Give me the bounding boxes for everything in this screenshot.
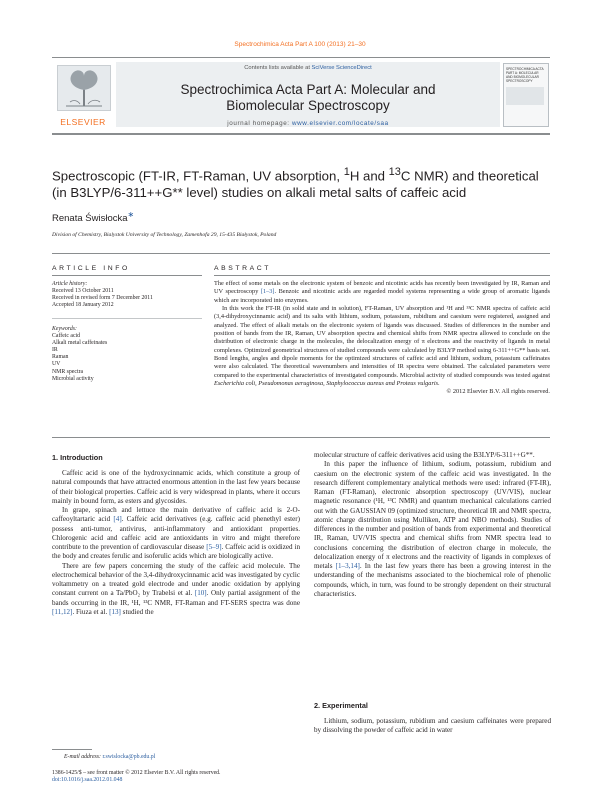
journal-title: Spectrochimica Acta Part A: Molecular and Biomolecular Spectroscopy (180, 82, 436, 113)
keyword: Caffeic acid (52, 333, 81, 340)
footnote-issn: 1386-1425/$ – see front matter © 2012 Elsevier B.V. All rights reserved. doi:10.1016/j.saa.2012.01.048 (52, 770, 221, 784)
keyword: NMR spectra (52, 368, 84, 375)
elsevier-tree-icon (57, 65, 111, 111)
citation-link[interactable]: [1–3,14] (335, 562, 360, 570)
author-name: Renata Świsłocka∗ (52, 210, 135, 225)
publisher-wordmark: ELSEVIER (60, 117, 106, 127)
cover-image (506, 87, 544, 105)
history-item: Accepted 18 January 2012 (52, 302, 114, 309)
doi-link[interactable]: doi:10.1016/j.saa.2012.01.048 (52, 777, 123, 784)
rule-above-info (52, 253, 550, 254)
citation-link[interactable]: [5–9] (206, 543, 222, 551)
header-rule-top (52, 57, 550, 58)
article-title: Spectroscopic (FT-IR, FT-Raman, UV absorption, $^1$H and $^{13}$C NMR) and theoretical (in B3LYP/6-311++G** level) studies on alkali metal salts of caffeic acid (52, 166, 539, 201)
history-item: Received 13 October 2011 (52, 288, 114, 295)
abstract-rule (214, 275, 550, 276)
keywords-list: Keywords: Caffeic acid Alkali metal caffeinates IR Raman UV NMR spectra Microbial activity (52, 326, 202, 383)
article-history: Article history: Received 13 October 2011 Received in revised form 7 December 2011 Accepted 18 January 2012 (52, 281, 202, 309)
email-link[interactable]: r.swislocka@pb.edu.pl (102, 754, 156, 760)
citation-link[interactable]: [13] (109, 607, 121, 616)
keyword: Alkali metal caffeinates (52, 340, 108, 347)
footnote-rule (52, 749, 92, 750)
body-column-right-experimental: Lithium, sodium, potassium, rubidium and caesium caffeinates were prepared by dissolving the powder of caffeic acid in water (314, 717, 551, 735)
running-head: Spectrochimica Acta Part A 100 (2013) 21–30 (234, 41, 366, 48)
contents-line: Contents lists available at SciVerse ScienceDirect (244, 65, 372, 71)
article-info-heading: ARTICLE INFO (52, 265, 130, 272)
section-heading-introduction: 1. Introduction (52, 453, 103, 462)
journal-homepage: journal homepage: www.elsevier.com/locate/saa (227, 120, 389, 127)
keyword: UV (52, 361, 61, 368)
keyword: IR (52, 347, 58, 354)
abstract-heading: ABSTRACT (214, 265, 272, 272)
keyword: Raman (52, 354, 69, 361)
citation-link[interactable]: [10] (194, 589, 207, 598)
abstract-body: The effect of some metals on the electronic system of benzoic and nicotinic acids has recently been investigated by IR, Raman and UV spectroscopy [1–3]. Benzoic and nicotinic acids are regarded model systems representing a wide group of aromatic ligands which are incorporated into enzymes. In this work the FT-IR (in solid state and in solution), FT-Raman, UV absorption and ¹H and ¹³C NMR spectra of caffeic acid (3,4-dihydroxycinnamic acid) and its salts with lithium, sodium, potassium, rubidium and caesium were registered, assigned and analyzed. The effect of alkali metals on the electronic system of ligands was discussed. Studies of differences in the number and position of bands from the IR, Raman, UV absorption spectra and chemical shifts from NMR spectra allowed to conclude on the distribution of electronic charge in the molecules, the delocalization energy of π electrons and the reactivity of ligands in metal complexes. Optimized geometrical structures of studied compounds were calculated by B3LYP method using 6-311++G** basis set. Bond lengths, angles and dipole moments for the optimized structures of caffeic acid and lithium, sodium, potassium caffeinates were also calculated. The theoretical wavenumbers and intensities of IR spectra were obtained. The calculated parameters were compared to the experimental characteristics of investigated compounds. Microbial activity of studied compounds was tested against Escherichia coli, Pseudomonas aeruginosa, Staphylococcus aureus and Proteus vulgaris. © 2012 Elsevier B.V. All rights reserved. (214, 280, 550, 396)
copyright: © 2012 Elsevier B.V. All rights reserved. (446, 388, 550, 396)
footnote-email: E-mail address: r.swislocka@pb.edu.pl (64, 754, 156, 760)
body-column-right: molecular structure of caffeic derivatives acid using the B3LYP/6-311++G**. In this paper the influence of lithium, sodium, potassium, rubidium and caesium on the electronic system of the caffeic acid was investigated. In the research different complementary analytical methods were used: infrared (FT-IR), Raman (FT-Raman), electronic absorption spectroscopy (UV/VIS), nuclear magnetic resonance (¹H, ¹³C NMR) and quantum mechanical calculations carried out with the GAUSSIAN 09 (optimized structure, theoretical IR and NMR spectra, atomic charge distribution using Mulliken, ATP and NBO methods). Studies of differences in the number and position of bands from experimental and theoretical IR, Raman, UV/VIS spectra and chemical shifts from NMR spectra lead to conclusions concerning the distribution of electron charge in molecule, the delocalization energy of π electrons and the reactivity of ligands in complexes of metals [1–3,14]. In the last few years there has been a growing interest in the understanding of the mechanisms associated to the biochemical role of phenolic compounds, which, in turn, was found to be strongly dependent on their structural characteristics. (314, 451, 551, 598)
header-rule-bottom (52, 133, 550, 135)
sciencedirect-link[interactable]: SciVerse ScienceDirect (311, 65, 372, 71)
homepage-link[interactable]: www.elsevier.com/locate/saa (292, 120, 389, 127)
keyword: Microbial activity (52, 375, 94, 382)
body-column-left: Caffeic acid is one of the hydroxycinnamic acids, which constitute a group of natural compounds that have attracted enormous attention in the last few years because of their biological properties. Caffeic acid is very widespread in plants, where it occurs mainly in bound form, as esters and glycosides. In grape, spinach and lettuce the main derivative of caffeic acid is 2-O-caffeoyltartaric acid [4]. Caffeic acid derivatives (e.g. caffeic acid phenethyl ester) possess anti-tumor, antivirus, anti-inflammatory and antioxidant properties. Chlorogenic acid and caffeic acid are antioxidants in vitro and might therefore contribute to the prevention of cardiovascular disease [5–9]. Caffeic acid is oxidized in the body and creates ferulic and isoferulic acids which are biologically active. There are few papers concerning the study of the caffeic acid molecule. The electrochemical behavior of the 3,4-dihydroxycinnamic acid was investigated by cyclic voltammetry on a treated gold electrode and under anodic oxidation by applying constant current on a Ta/PbO₂ by Trabelsi et al. [10]. Only partial assignment of the bands occurring in the IR, ¹H, ¹³C NMR, FT-Raman and FT-SERS spectra was done [11,12]. Fiuza et al. [13] studied the (52, 469, 300, 616)
section-heading-experimental: 2. Experimental (314, 701, 368, 710)
affiliation: Division of Chemistry, Bialystok University of Technology, Zamenhofa 29, 15-435 Białystok, Poland (52, 232, 277, 238)
rule-below-abstract (52, 437, 550, 438)
history-item: Received in revised form 7 December 2011 (52, 295, 153, 302)
citation-link[interactable]: [11,12] (52, 607, 73, 616)
info-rule (52, 275, 202, 276)
citation-link[interactable]: [4] (113, 515, 122, 524)
info-divider (52, 318, 202, 319)
cover-title: SPECTROCHIMICA ACTA PART A: MOLECULAR AND BIOMOLECULAR SPECTROSCOPY (506, 67, 544, 83)
citation-link[interactable]: [1–3] (260, 288, 275, 296)
